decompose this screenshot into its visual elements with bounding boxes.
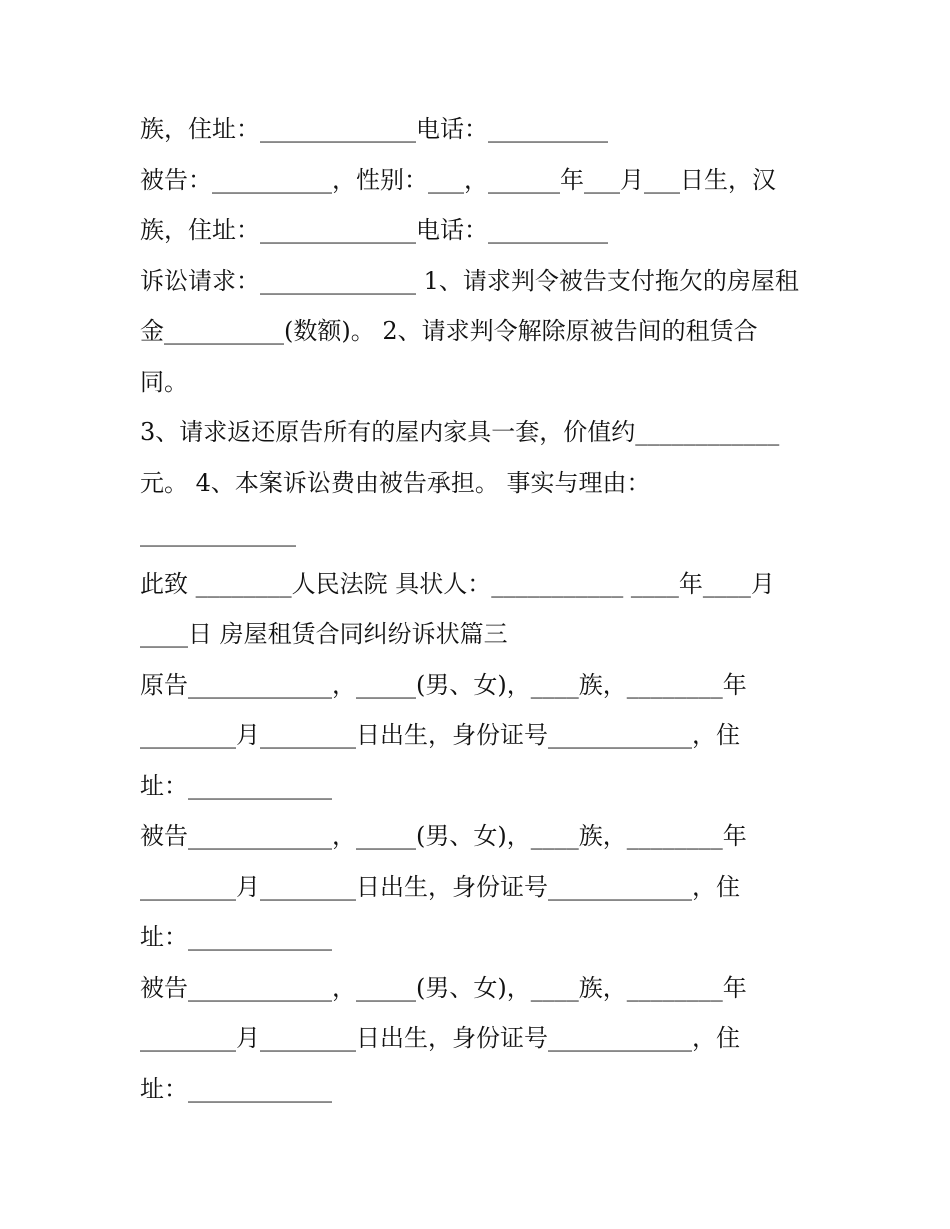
text-line-2: 被告：__________，性别：___，______年___月___日生，汉 (140, 165, 776, 194)
text-line-14: 址：____________ (140, 771, 332, 800)
text-line-8: 元。 4、本案诉讼费由被告承担。 事实与理由： (140, 468, 651, 497)
text-line-5: 金__________(数额)。 2、请求判令解除原被告间的租赁合 (140, 317, 758, 345)
text-line-1: 族，住址：_____________电话：__________ (140, 115, 608, 143)
text-line-11: ____日 房屋租赁合同纠纷诉状篇三 (140, 620, 508, 648)
text-line-9: _____________ (140, 519, 296, 547)
text-line-20: 址：____________ (140, 1074, 332, 1103)
document-body (140, 104, 820, 1114)
text-line-12: 原告____________，_____(男、女)，____族，________年 (140, 670, 747, 699)
text-line-6: 同。 (140, 367, 188, 396)
text-line-15: 被告____________，_____(男、女)，____族，________年 (140, 822, 747, 850)
text-line-4: 诉讼请求：_____________ 1、请求判令被告支付拖欠的房屋租 (140, 266, 799, 295)
text-line-3: 族，住址：_____________电话：__________ (140, 216, 608, 244)
text-line-13: ________月________日出生，身份证号____________，住 (140, 721, 740, 749)
text-line-10: 此致 ________人民法院 具状人：___________ ____年____月 (140, 569, 775, 598)
text-line-18: 被告____________，_____(男、女)，____族，________年 (140, 973, 747, 1002)
text-line-7: 3、请求返还原告所有的屋内家具一套，价值约____________ (140, 418, 780, 446)
text-line-19: ________月________日出生，身份证号____________，住 (140, 1024, 740, 1052)
text-line-17: 址：____________ (140, 923, 332, 951)
text-line-16: ________月________日出生，身份证号____________，住 (140, 872, 740, 901)
